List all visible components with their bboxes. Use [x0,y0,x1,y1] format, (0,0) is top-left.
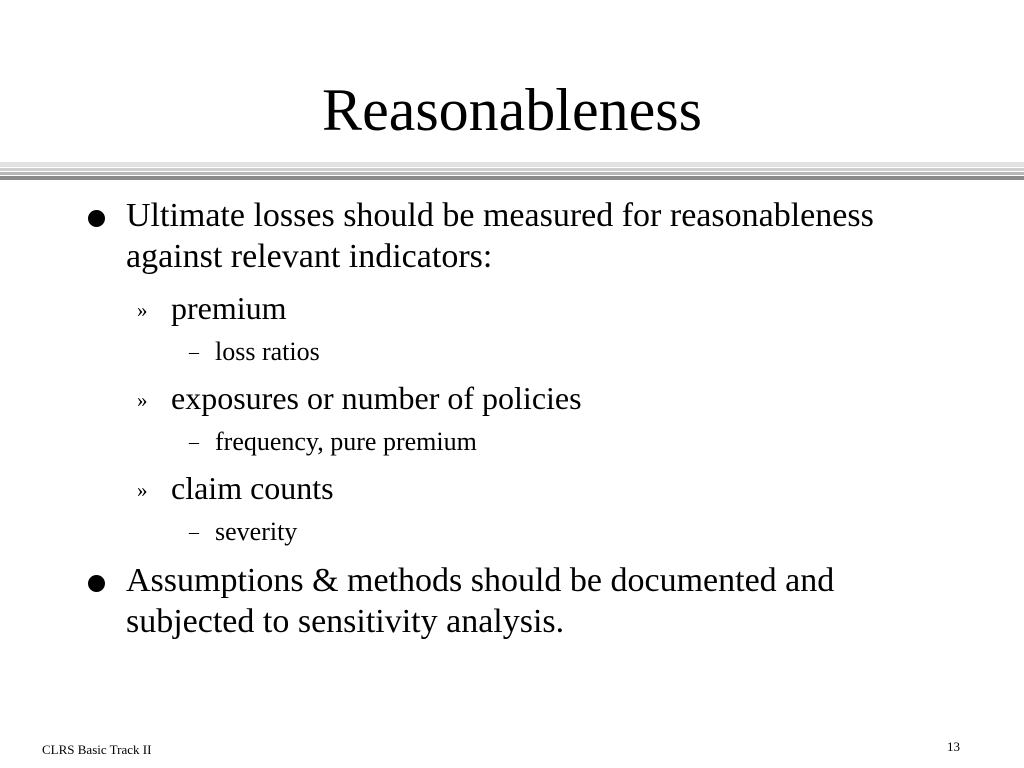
dash-icon: – [189,431,199,453]
bullet-item [126,560,926,642]
sub-sub-bullet-text: frequency, pure premium [215,427,477,456]
sub-bullet-text: exposures or number of policies [171,380,582,416]
sub-bullet-text: claim counts [171,470,334,506]
sub-sub-bullet-text: severity [215,517,298,546]
chevron-double-right-icon: » [137,478,148,502]
sub-sub-bullet-text: loss ratios [215,337,320,366]
sub-bullet-item [137,470,334,506]
bullet-dot-icon [88,210,105,227]
sub-bullet-item [137,290,287,326]
title-divider [0,162,1024,182]
dash-icon: – [189,521,199,543]
page-number: 13 [947,739,960,754]
sub-sub-bullet-item [189,517,298,547]
sub-bullet-item [137,380,582,416]
footer-label: CLRS Basic Track II [42,742,152,757]
bullet-text: Assumptions & methods should be documented and subjected to sensitivity analysis. [126,562,835,640]
bullet-dot-icon [88,575,105,592]
dash-icon: – [189,341,199,363]
chevron-double-right-icon: » [137,388,148,412]
chevron-double-right-icon: » [137,298,148,322]
bullet-text: Ultimate losses should be measured for reasonableness against relevant indicators: [126,197,874,275]
sub-sub-bullet-item [189,427,477,457]
sub-sub-bullet-item [189,337,320,367]
slide-title: Reasonableness [322,77,702,143]
sub-bullet-text: premium [171,290,287,326]
bullet-item [126,195,926,277]
